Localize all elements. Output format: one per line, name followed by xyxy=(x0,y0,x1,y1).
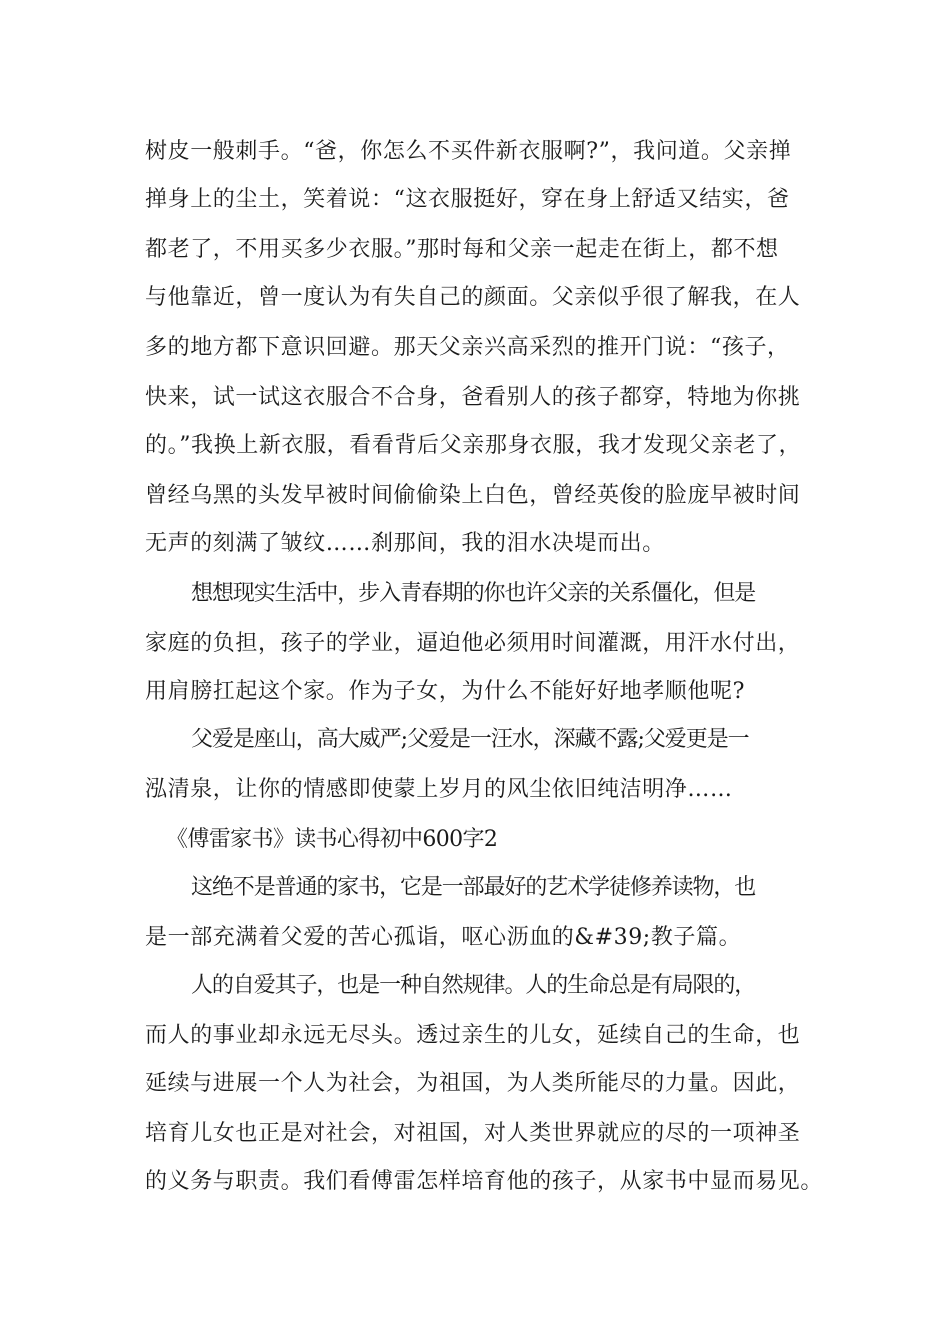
text-line: 延续与进展一个人为社会，为祖国，为人类所能尽的力量。因此， xyxy=(145,1071,801,1096)
text-line: 泓清泉，让你的情感即使蒙上岁月的风尘依旧纯洁明净…… xyxy=(145,777,733,802)
paragraph-start-line: 人的自爱其子，也是一种自然规律。人的生命总是有局限的， xyxy=(191,973,756,998)
text-line: 多的地方都下意识回避。那天父亲兴高采烈的推开门说：“孩子， xyxy=(145,335,790,360)
text-line: 曾经乌黑的头发早被时间偷偷染上白色，曾经英俊的脸庞早被时间 xyxy=(145,483,801,508)
paragraph-start-line: 这绝不是普通的家书，它是一部最好的艺术学徒修养读物，也 xyxy=(191,875,756,900)
text-line: 与他靠近，曾一度认为有失自己的颜面。父亲似乎很了解我，在人 xyxy=(145,285,801,310)
text-line: 树皮一般刺手。“爸，你怎么不买件新衣服啊?”，我问道。父亲掸 xyxy=(145,139,792,164)
paragraph-start-line: 父爱是座山，高大威严;父爱是一汪水，深藏不露;父爱更是一 xyxy=(191,727,749,752)
text-line: 是一部充满着父爱的苦心孤诣，呕心沥血的&#39;教子篇。 xyxy=(145,925,742,950)
text-line: 无声的刻满了皱纹……刹那间，我的泪水决堤而出。 xyxy=(145,531,665,556)
text-line: 培育儿女也正是对社会，对祖国，对人类世界就应的尽的一项神圣 xyxy=(145,1121,801,1146)
text-line: 掸身上的尘土，笑着说：“这衣服挺好，穿在身上舒适又结实，爸 xyxy=(145,187,790,212)
paragraph-start-line: 想想现实生活中，步入青春期的你也许父亲的关系僵化，但是 xyxy=(191,581,756,606)
section-heading: 《傅雷家书》读书心得初中600字2 xyxy=(166,827,498,852)
text-line: 而人的事业却永远无尽头。透过亲生的儿女，延续自己的生命，也 xyxy=(145,1023,801,1048)
text-line: 家庭的负担，孩子的学业，逼迫他必须用时间灌溉，用汗水付出， xyxy=(145,631,801,656)
text-line: 的。”我换上新衣服，看看背后父亲那身衣服，我才发现父亲老了， xyxy=(145,433,802,458)
text-line: 都老了，不用买多少衣服。”那时每和父亲一起走在街上，都不想 xyxy=(145,237,779,262)
text-line: 的义务与职责。我们看傅雷怎样培育他的孩子，从家书中显而易见。 xyxy=(145,1169,824,1194)
text-line: 快来，试一试这衣服合不合身，爸看别人的孩子都穿，特地为你挑 xyxy=(145,385,801,410)
text-line: 用肩膀扛起这个家。作为子女，为什么不能好好地孝顺他呢? xyxy=(145,679,745,704)
